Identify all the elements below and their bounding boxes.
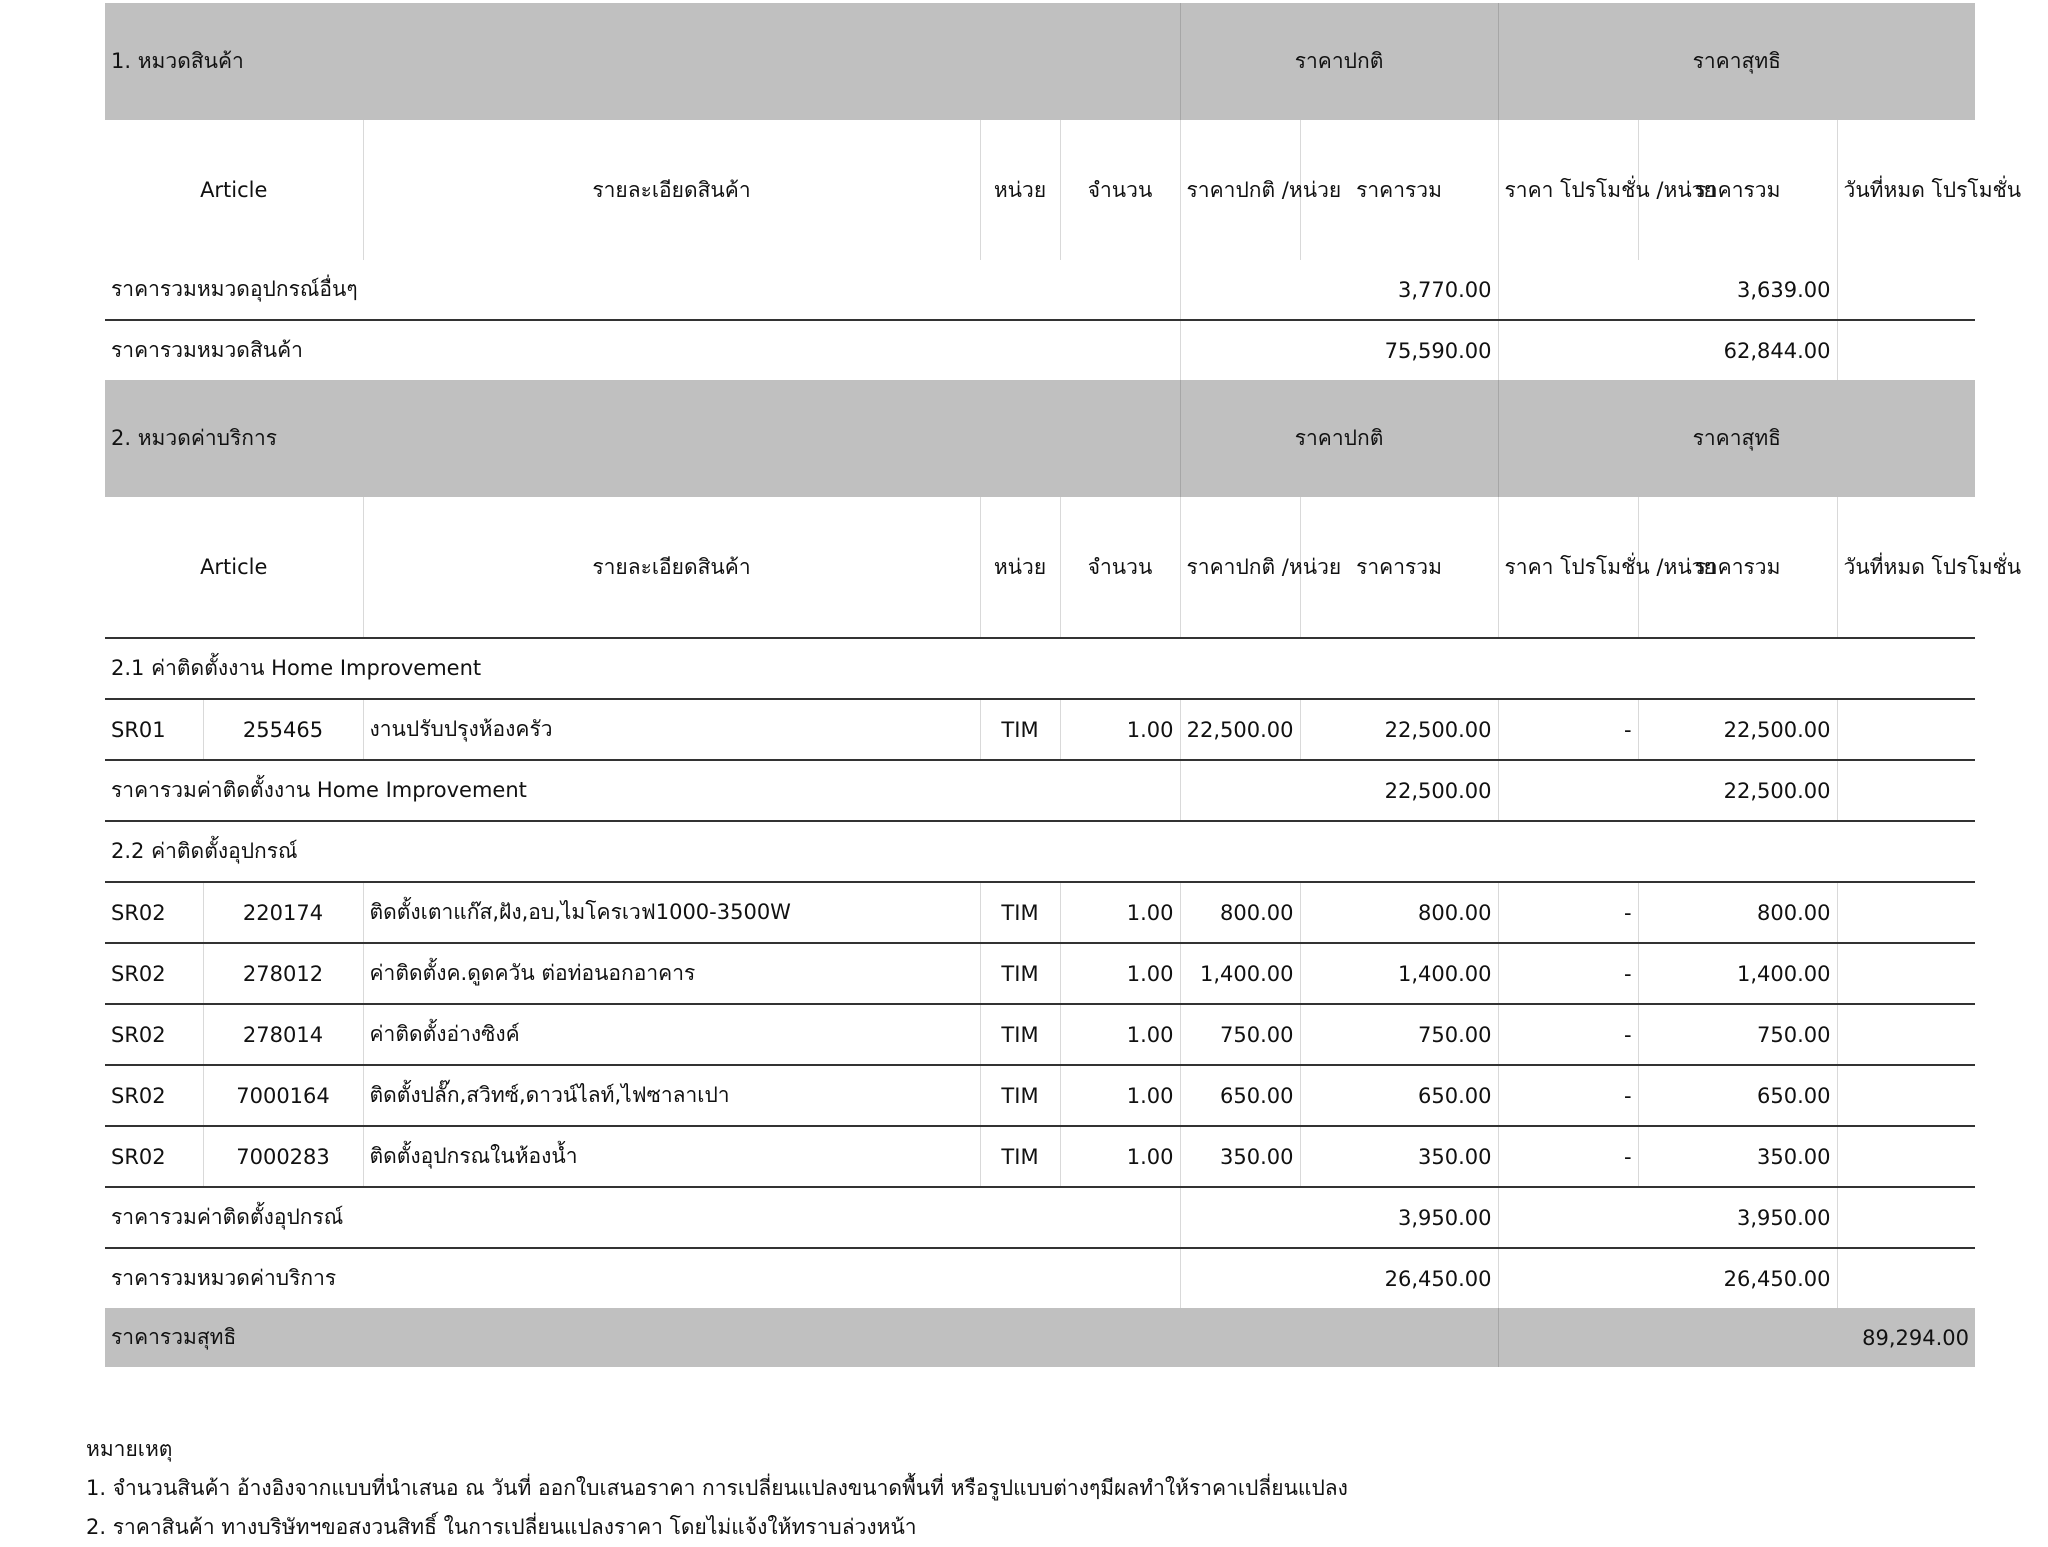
section-header [105,3,1975,120]
grand-total-label: ราคารวมสุทธิ [105,1308,1498,1367]
item-promo: - [1498,882,1638,943]
item-article: 278014 [203,1004,363,1065]
item-total: 22,500.00 [1300,699,1498,760]
section-header [105,380,1975,497]
item-total: 650.00 [1300,1065,1498,1126]
category-total-regular: 75,590.00 [1180,320,1498,380]
item-article: 7000283 [203,1126,363,1187]
item-price: 650.00 [1180,1065,1300,1126]
item-article: 220174 [203,882,363,943]
col-regular-total: ราคารวม [1300,120,1498,260]
group-header-regular: ราคาปกติ [1180,380,1498,497]
section-title: 1. หมวดสินค้า [105,3,1180,120]
item-code: SR02 [105,1126,203,1187]
note-line: 2. ราคาสินค้า ทางบริษัทฯขอสงวนสิทธิ์ ในการเปลี่ยนแปลงราคา โดยไม่แจ้งให้ทราบล่วงหน้า [86,1515,917,1539]
item-article: 278012 [203,943,363,1004]
category-total-net: 62,844.00 [1498,320,1837,380]
col-unit: หน่วย [980,497,1060,638]
item-description: ค่าติดตั้งอ่างซิงค์ [363,1004,980,1065]
item-qty: 1.00 [1060,1126,1180,1187]
item-article: 255465 [203,699,363,760]
item-description: ติดตั้งปลั๊ก,สวิทซ์,ดาวน์ไลท์,ไฟซาลาเปา [363,1065,980,1126]
item-qty: 1.00 [1060,1065,1180,1126]
item-promo: - [1498,1126,1638,1187]
table-row [105,699,1975,760]
item-unit: TIM [980,943,1060,1004]
item-qty: 1.00 [1060,1004,1180,1065]
subsection-title: 2.1 ค่าติดตั้งงาน Home Improvement [105,638,1975,699]
col-promo-end: วันที่หมด โปรโมชั่น [1843,554,2022,579]
note-line: 1. จำนวนสินค้า อ้างอิงจากแบบที่นำเสนอ ณ วันที่ ออกใบเสนอราคา การเปลี่ยนแปลงขนาดพื้นที่ หรือรูปแบบต่างๆมีผลทำให้ราคาเปลี่ยนแปลง [86,1476,1348,1500]
item-total: 800.00 [1300,882,1498,943]
subtotal-label: ราคารวมหมวดอุปกรณ์อื่นๆ [111,277,358,301]
item-code: SR02 [105,1065,203,1126]
col-description: รายละเอียดสินค้า [363,497,980,638]
group-header-net: ราคาสุทธิ [1498,3,1975,120]
notes-section [86,1430,1348,1547]
item-description: ติดตั้งเตาแก๊ส,ฝัง,อบ,ไมโครเวฟ1000-3500W [363,882,980,943]
item-price: 350.00 [1180,1126,1300,1187]
subtotal-label: ราคารวมค่าติดตั้งงาน Home Improvement [105,760,1180,821]
subtotal-regular: 3,950.00 [1180,1187,1498,1248]
item-net: 22,500.00 [1638,699,1837,760]
category-total-label: ราคารวมหมวดค่าบริการ [105,1248,1180,1308]
table-row [105,943,1975,1004]
subtotal-label: ราคารวมค่าติดตั้งอุปกรณ์ [105,1187,1180,1248]
subsection-row [105,821,1975,882]
item-promo: - [1498,699,1638,760]
item-code: SR01 [105,699,203,760]
item-code: SR02 [105,1004,203,1065]
column-header-row [105,120,1975,260]
category-total-label: ราคารวมหมวดสินค้า [105,320,1180,380]
category-total-regular: 26,450.00 [1180,1248,1498,1308]
section-title: 2. หมวดค่าบริการ [105,380,1180,497]
subtotal-regular: 22,500.00 [1180,760,1498,821]
item-qty: 1.00 [1060,882,1180,943]
item-unit: TIM [980,1004,1060,1065]
subtotal-regular: 3,770.00 [1180,260,1498,320]
col-regular-per-unit: ราคาปกติ /หน่วย [1180,497,1300,638]
col-regular-per-unit: ราคาปกติ /หน่วย [1180,120,1300,260]
col-qty: จำนวน [1060,497,1180,638]
col-qty: จำนวน [1060,120,1180,260]
item-price: 750.00 [1180,1004,1300,1065]
grand-total-value: 89,294.00 [1498,1308,1975,1367]
item-total: 1,400.00 [1300,943,1498,1004]
item-net: 1,400.00 [1638,943,1837,1004]
subtotal-net: 3,639.00 [1498,260,1837,320]
item-unit: TIM [980,1126,1060,1187]
table-row [105,1126,1975,1187]
col-article: Article [105,497,363,638]
group-header-net: ราคาสุทธิ [1498,380,1975,497]
col-net-total: ราคารวม [1638,120,1837,260]
col-promo-per-unit: ราคา โปรโมชั่น /หน่วย [1498,497,1638,638]
subtotal-row [105,1187,1975,1248]
item-total: 750.00 [1300,1004,1498,1065]
col-unit: หน่วย [980,120,1060,260]
group-header-regular: ราคาปกติ [1180,3,1498,120]
item-net: 750.00 [1638,1004,1837,1065]
item-article: 7000164 [203,1065,363,1126]
category-total-row [105,320,1975,380]
item-unit: TIM [980,1065,1060,1126]
category-total-row [105,1248,1975,1308]
subtotal-net: 3,950.00 [1498,1187,1837,1248]
col-promo-end: วันที่หมด โปรโมชั่น [1843,177,2022,202]
subsection-title: 2.2 ค่าติดตั้งอุปกรณ์ [105,821,1975,882]
quotation-table [105,3,2022,1367]
item-description: ค่าติดตั้งค.ดูดควัน ต่อท่อนอกอาคาร [363,943,980,1004]
table-row [105,1065,1975,1126]
item-qty: 1.00 [1060,943,1180,1004]
col-article: Article [105,120,363,260]
item-promo: - [1498,1004,1638,1065]
subtotal-row [105,760,1975,821]
category-total-net: 26,450.00 [1498,1248,1837,1308]
grand-total-row [105,1308,1975,1367]
col-net-total: ราคารวม [1638,497,1837,638]
subsection-row [105,638,1975,699]
table-row [105,882,1975,943]
item-net: 800.00 [1638,882,1837,943]
item-price: 800.00 [1180,882,1300,943]
subtotal-row [105,260,1975,320]
col-promo-per-unit: ราคา โปรโมชั่น /หน่วย [1498,120,1638,260]
item-description: งานปรับปรุงห้องครัว [363,699,980,760]
item-code: SR02 [105,882,203,943]
notes-heading: หมายเหตุ [86,1437,173,1461]
item-promo: - [1498,1065,1638,1126]
table-row [105,1004,1975,1065]
item-price: 22,500.00 [1180,699,1300,760]
item-price: 1,400.00 [1180,943,1300,1004]
item-net: 650.00 [1638,1065,1837,1126]
column-header-row [105,497,1975,638]
item-description: ติดตั้งอุปกรณในห้องน้ำ [363,1126,980,1187]
item-qty: 1.00 [1060,699,1180,760]
item-unit: TIM [980,699,1060,760]
item-net: 350.00 [1638,1126,1837,1187]
subtotal-net: 22,500.00 [1498,760,1837,821]
item-code: SR02 [105,943,203,1004]
item-promo: - [1498,943,1638,1004]
col-description: รายละเอียดสินค้า [363,120,980,260]
item-total: 350.00 [1300,1126,1498,1187]
item-unit: TIM [980,882,1060,943]
col-regular-total: ราคารวม [1300,497,1498,638]
